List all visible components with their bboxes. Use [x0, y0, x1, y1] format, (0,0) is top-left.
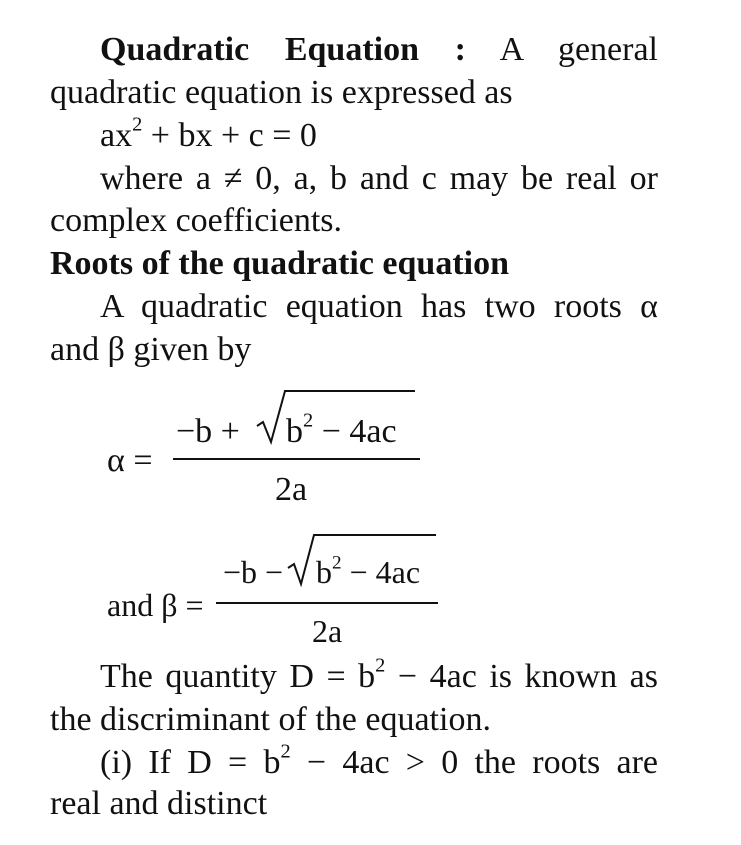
- alpha-numerator: [176, 415, 240, 449]
- discriminant-exp: 2: [375, 654, 386, 677]
- beta-denominator: 2a: [312, 613, 343, 649]
- beta-radicand: [316, 552, 421, 590]
- equation-exponent: 2: [132, 113, 143, 136]
- beta-num-prefix: −b −: [223, 554, 284, 590]
- beta-numerator: [223, 556, 283, 588]
- case-i-post: − 4ac > 0 the roots are: [290, 744, 658, 781]
- discriminant-line-1: [100, 654, 658, 695]
- intro-line-1: [100, 33, 658, 67]
- intro-line-1-rest: A general: [499, 31, 658, 68]
- section-heading: Quadratic Equation: [100, 31, 419, 68]
- heading-colon: :: [454, 31, 466, 68]
- conditions-line-1: where a ≠ 0, a, b and c may be real or: [100, 160, 658, 197]
- beta-rad-base: b: [316, 554, 332, 590]
- case-i-line-1: [100, 740, 658, 781]
- case-i-exp: 2: [280, 740, 291, 763]
- beta-rad-rest: − 4ac: [341, 554, 421, 590]
- equation-term-ax: ax: [100, 117, 133, 154]
- alpha-lhs: α =: [107, 442, 153, 479]
- discriminant-pre: The quantity D = b: [100, 658, 376, 695]
- beta-lhs: and β =: [107, 587, 204, 623]
- intro-line-2: quadratic equation is expressed as: [50, 74, 513, 111]
- alpha-num-prefix: −b +: [176, 413, 240, 450]
- discriminant-line-2: the discriminant of the equation.: [50, 701, 491, 738]
- conditions-line-2: complex coefficients.: [50, 202, 343, 239]
- discriminant-post: − 4ac is known as: [385, 658, 658, 695]
- case-i-pre: (i) If D = b: [100, 744, 281, 781]
- alpha-radicand: [286, 409, 397, 450]
- roots-intro-line-2: and β given by: [50, 331, 252, 368]
- case-i-line-2: real and distinct: [50, 785, 268, 822]
- beta-fraction-bar: [216, 602, 438, 604]
- alpha-denominator: 2a: [275, 471, 308, 508]
- beta-rad-exp: 2: [332, 552, 342, 574]
- alpha-fraction-bar: [173, 458, 420, 460]
- alpha-rad-rest: − 4ac: [313, 413, 397, 450]
- alpha-rad-base: b: [286, 413, 303, 450]
- alpha-rad-exp: 2: [303, 409, 314, 432]
- general-equation: [100, 113, 317, 154]
- roots-heading: Roots of the quadratic equation: [50, 245, 510, 282]
- roots-intro-line-1: A quadratic equation has two roots α: [100, 288, 658, 325]
- equation-rest: + bx + c = 0: [142, 117, 317, 154]
